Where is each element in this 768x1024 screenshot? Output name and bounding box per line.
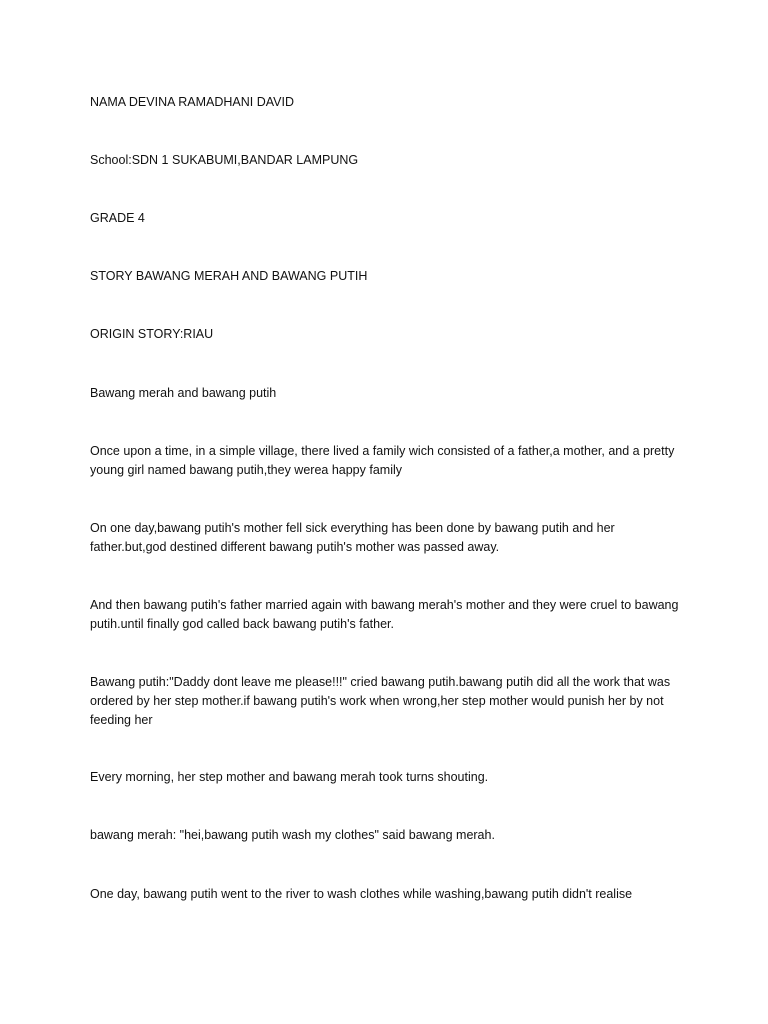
story-paragraph: bawang merah: "hei,bawang putih wash my clothes" said bawang merah. xyxy=(90,828,495,842)
student-name-line: NAMA DEVINA RAMADHANI DAVID xyxy=(90,95,294,109)
story-heading: Bawang merah and bawang putih xyxy=(90,386,277,400)
story-paragraph: Bawang putih:"Daddy dont leave me please!!!" cried bawang putih.bawang putih did all the work that was ordered by her step mother.if bawang putih's work when wrong,her step mother would punish her by not feeding her xyxy=(90,675,671,727)
school-line: School:SDN 1 SUKABUMI,BANDAR LAMPUNG xyxy=(90,153,359,167)
story-paragraph: Once upon a time, in a simple village, there lived a family wich consisted of a father,a mother, and a pretty young girl named bawang putih,they werea happy family xyxy=(90,444,675,477)
origin-line: ORIGIN STORY:RIAU xyxy=(90,327,214,341)
story-title-line: STORY BAWANG MERAH AND BAWANG PUTIH xyxy=(90,269,368,283)
grade-line: GRADE 4 xyxy=(90,211,145,225)
story-paragraph: On one day,bawang putih's mother fell sick everything has been done by bawang putih and her father.but,god destined different bawang putih's mother was passed away. xyxy=(90,521,615,554)
story-paragraph: And then bawang putih's father married again with bawang merah's mother and they were cruel to bawang putih.until finally god called back bawang putih's father. xyxy=(90,598,679,631)
story-paragraph: Every morning, her step mother and bawang merah took turns shouting. xyxy=(90,770,489,784)
story-paragraph: One day, bawang putih went to the river to wash clothes while washing,bawang putih didn't realise xyxy=(90,887,633,901)
